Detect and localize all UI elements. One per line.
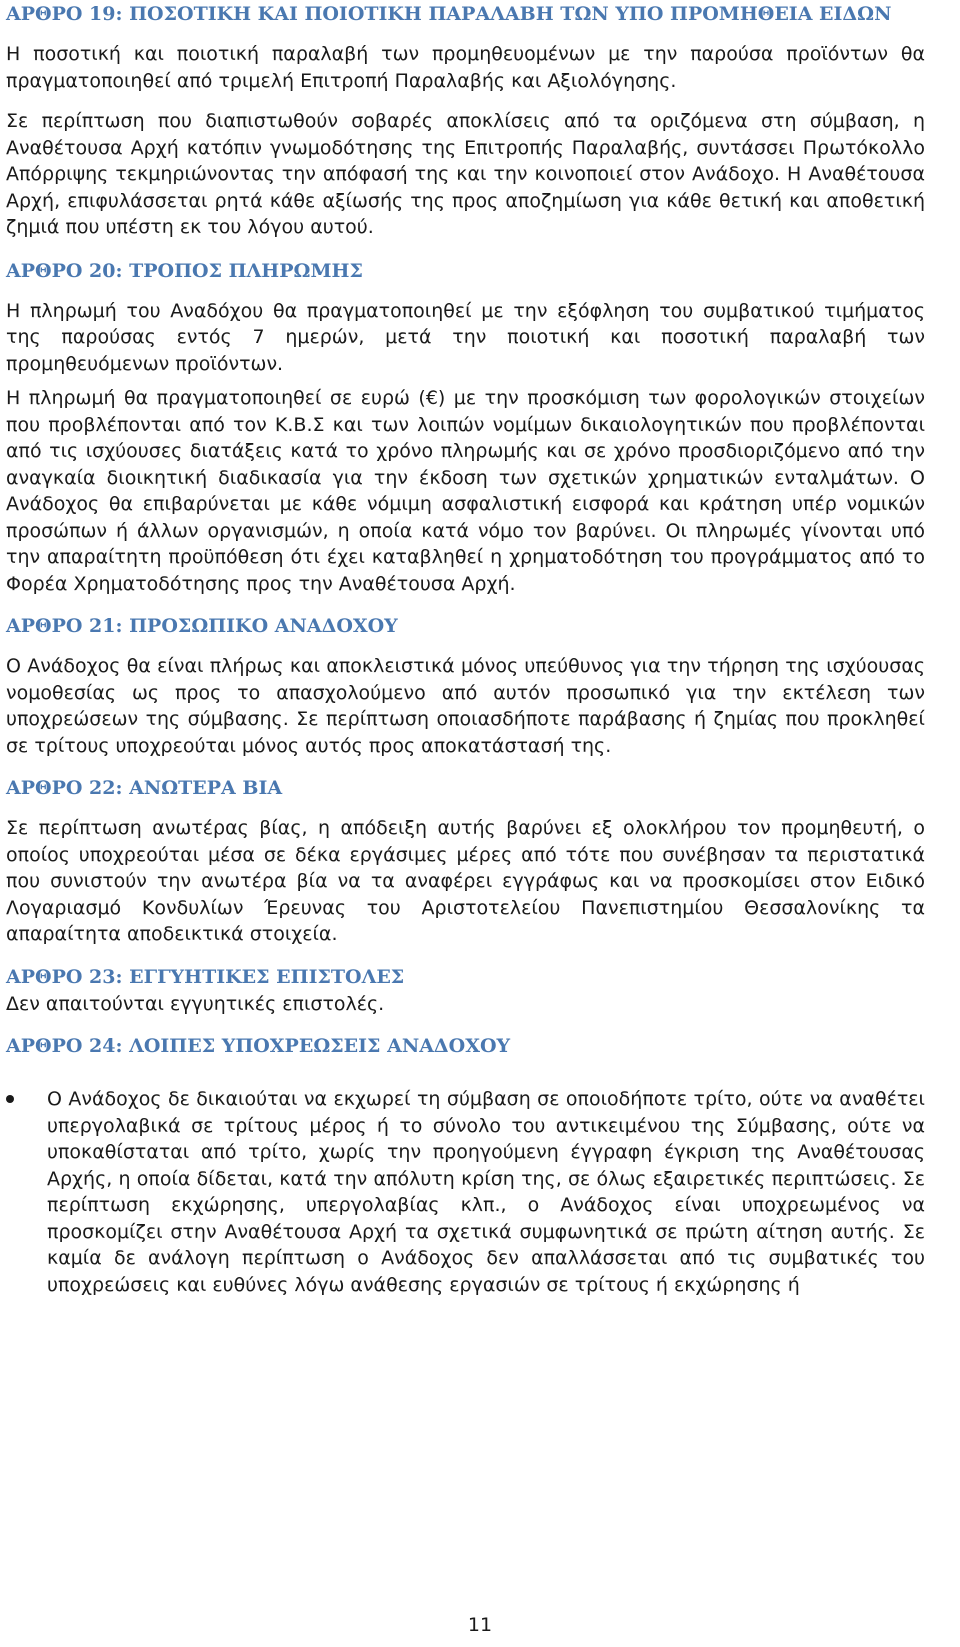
article-23-heading: ΑΡΘΡΟ 23: ΕΓΓΥΗΤΙΚΕΣ ΕΠΙΣΤΟΛΕΣ: [6, 965, 405, 988]
bullet-icon: [6, 1095, 14, 1103]
article-24-bullet-list: [6, 1086, 925, 1298]
article-19-paragraph-1: Η ποσοτική και ποιοτική παραλαβή των προμηθευομένων με την παρούσα προϊόντων θα πραγματοποιηθεί από τριμελή Επιτροπή Παραλαβής και Αξιολόγησης.: [6, 43, 925, 92]
article-22-paragraph-1: Σε περίπτωση ανωτέρας βίας, η απόδειξη αυτής βαρύνει εξ ολοκλήρου τον προμηθευτή, ο οποίος υποχρεούται μέσα σε δέκα εργάσιμες μέρες από τότε που συνέβησαν τα περιστατικά που συνιστούν την ανωτέρα βία να τα αναφέρει εγγράφως και να προσκομίσει στον Ειδικό Λογαριασμό Κονδυλίων Έρευνας του Αριστοτελείου Πανεπιστημίου Θεσσαλονίκης τα απαραίτητα αποδεικτικά στοιχεία.: [6, 817, 925, 945]
article-20-paragraph-1: Η πληρωμή του Αναδόχου θα πραγματοποιηθεί με την εξόφληση του συμβατικού τιμήματος της παρούσας εντός 7 ημερών, μετά την ποιοτική και ποσοτική παραλαβή των προμηθευόμενων προϊόντων.: [6, 299, 925, 375]
article-22-heading: ΑΡΘΡΟ 22: ΑΝΩΤΕΡΑ ΒΙΑ: [6, 777, 283, 799]
article-19-heading: ΑΡΘΡΟ 19: ΠΟΣΟΤΙΚΗ ΚΑΙ ΠΟΙΟΤΙΚΗ ΠΑΡΑΛΑΒΗ ΤΩΝ ΥΠΟ ΠΡΟΜΗΘΕΙΑ ΕΙΔΩΝ: [6, 3, 892, 25]
article-19-paragraph-2: Σε περίπτωση που διαπιστωθούν σοβαρές αποκλίσεις από τα οριζόμενα στη σύμβαση, η Αναθέτουσα Αρχή κατόπιν γνωμοδότησης της Επιτροπής Παραλαβής, συντάσσει Πρωτόκολλο Απόρριψης τεκμηριώνοντας την απόφασή της και την κοινοποιεί στον Ανάδοχο. Η Αναθέτουσα Αρχή, επιφυλάσσεται ρητά κάθε αξίωσής της προς αποζημίωση για κάθε θετική και αποθετική ζημιά που υπέστη εκ του λόγου αυτού.: [6, 110, 925, 238]
article-23-paragraph-1: Δεν απαιτούνται εγγυητικές επιστολές.: [6, 992, 385, 1015]
list-item: [6, 1086, 925, 1298]
article-21-paragraph-1: Ο Ανάδοχος θα είναι πλήρως και αποκλειστικά μόνος υπεύθυνος για την τήρηση της ισχύουσας νομοθεσίας ως προς το απασχολούμενο από αυτόν προσωπικό για την εκτέλεση των υποχρεώσεων της σύμβασης. Σε περίπτωση οποιασδήποτε παράβασης ή ζημίας που προκληθεί σε τρίτους υποχρεούται μόνος αυτός προς αποκατάστασή της.: [6, 655, 925, 757]
page-number: 11: [467, 1614, 493, 1636]
article-20-heading: ΑΡΘΡΟ 20: ΤΡΟΠΟΣ ΠΛΗΡΩΜΗΣ: [6, 259, 363, 282]
article-24-heading: ΑΡΘΡΟ 24: ΛΟΙΠΕΣ ΥΠΟΧΡΕΩΣΕΙΣ ΑΝΑΔΟΧΟΥ: [6, 1035, 511, 1057]
list-item-text: Ο Ανάδοχος δε δικαιούται να εκχωρεί τη σύμβαση σε οποιοδήποτε τρίτο, ούτε να αναθέτει υπεργολαβικά σε τρίτους μέρος ή το σύνολο του αντικειμένου της Σύμβασης, ούτε να υποκαθίσταται από τρίτο, χωρίς την προηγούμενη έγγραφη έγκριση της Αναθέτουσας Αρχής, η οποία δίδεται, κατά την απόλυτη κρίση της, σε όλως εξαιρετικές περιπτώσεις. Σε περίπτωση εκχώρησης, υπεργολαβίας κλπ., ο Ανάδοχος είναι υποχρεωμένος να προσκομίζει στην Αναθέτουσα Αρχή τα σχετικά συμφωνητικά σε πρώτη αίτηση αυτής. Σε καμία δε ανάλογη περίπτωση ο Ανάδοχος δεν απαλλάσσεται από τις συμβατικές του υποχρεώσεις και ευθύνες λόγω ανάθεσης εργασιών σε τρίτους ή εκχώρησης ή: [47, 1088, 925, 1296]
article-21-heading: ΑΡΘΡΟ 21: ΠΡΟΣΩΠΙΚΟ ΑΝΑΔΟΧΟΥ: [6, 615, 398, 637]
article-20-paragraph-2: Η πληρωμή θα πραγματοποιηθεί σε ευρώ (€) με την προσκόμιση των φορολογικών στοιχείων που προβλέπονται από τον Κ.Β.Σ και των λοιπών νομίμων δικαιολογητικών που προβλέπονται από τις ισχύουσες διατάξεις κατά το χρόνο πληρωμής και σε χρόνο προσδιοριζόμενο από την αναγκαία διοικητική διαδικασία για την έκδοση των σχετικών χρηματικών ενταλμάτων. Ο Ανάδοχος θα επιβαρύνεται με κάθε νόμιμη ασφαλιστική εισφορά και κράτηση υπέρ νομικών προσώπων ή άλλων οργανισμών, η οποία κατά νόμο τον βαρύνει. Οι πληρωμές γίνονται υπό την απαραίτητη προϋπόθεση ότι έχει καταβληθεί η χρηματοδότηση του προγράμματος από το Φορέα Χρηματοδότησης προς την Αναθέτουσα Αρχή.: [6, 387, 925, 595]
